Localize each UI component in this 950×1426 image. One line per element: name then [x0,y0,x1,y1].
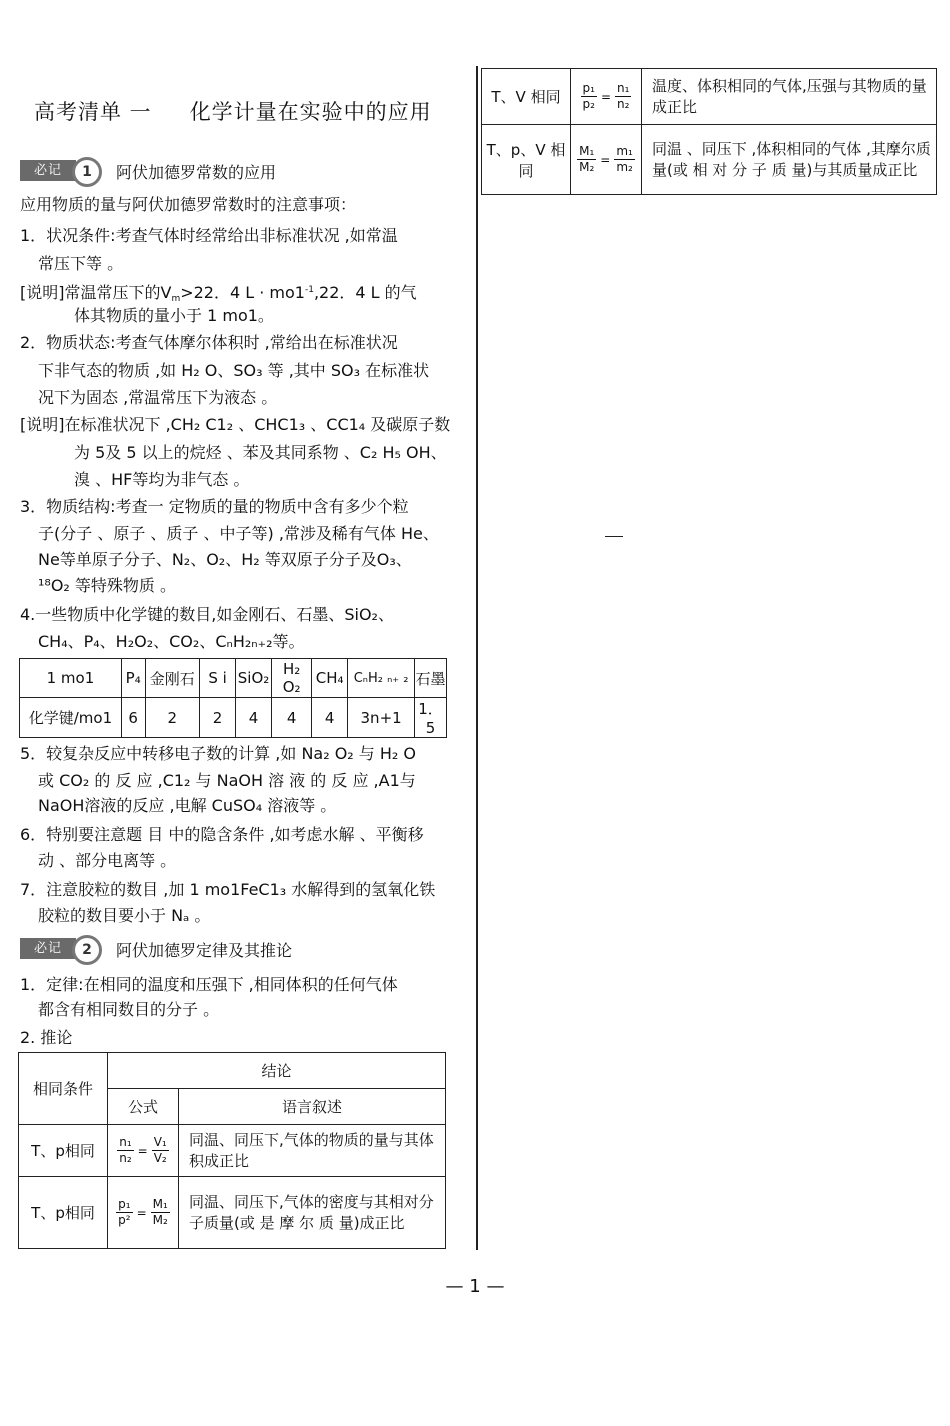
item-3-line-a: 3．物质结构:考查一 定物质的量的物质中含有多少个粒 [20,497,409,516]
note-2-line-c: 溴 、HF等均为非气态 。 [74,470,250,489]
note-2-line-a: [说明]在标准状况下 ,CH₂ C1₂ 、CHC1₃ 、CC1₄ 及碳原子数 [20,415,451,434]
item-1-line-a: 1．状况条件:考查气体时经常给出非标准状况 ,如常温 [20,226,398,245]
section-2-header [20,935,292,963]
item-4-line-a: 4.一些物质中化学键的数目,如金刚石、石墨、SiO₂、 [20,605,394,624]
inference-label: 2. 推论 [20,1028,73,1047]
formula-cell: $\frac{\text{n₁}}{\text{n₂}}$ = $\frac{\text{V₁}}{\text{V₂}}$ [108,1125,179,1177]
table-row: 公式 语言叙述 [19,1089,446,1125]
section-badge-icon: 必记 1 [20,157,96,185]
page-number: — 1 — [445,1276,505,1297]
formula-cell: $\frac{\text{p₁}}{\text{p₂}}$ = $\frac{\text{n₁}}{\text{n₂}}$ [571,69,642,125]
item-6-line-b: 动 、部分电离等 。 [38,851,177,870]
item-2-line-b: 下非气态的物质 ,如 H₂ O、SO₃ 等 ,其中 SO₃ 在标准状 [38,361,430,380]
title-topic: 化学计量在实验中的应用 [189,100,432,124]
formula-cell: $\frac{\text{p₁}}{\text{p²}}$ = $\frac{\text{M₁}}{\text{M₂}}$ [108,1177,179,1249]
table-row: 化学键/mo1 6 2 2 4 4 4 3n+1 1．5 [20,698,447,738]
item-2-line-a: 2．物质状态:考查气体摩尔体积时 ,常给出在标准状况 [20,333,398,352]
inference-table-continued [481,68,937,195]
item-7-line-a: 7．注意胶粒的数目 ,加 1 mo1FeC1₃ 水解得到的氢氧化铁 [20,880,436,899]
note-2-line-b: 为 5及 5 以上的烷烃 、苯及其同系物 、C₂ H₅ OH、 [74,443,447,462]
item-3-line-d: ¹⁸O₂ 等特殊物质 。 [38,576,177,595]
column-divider [476,66,478,1250]
note-1-line-b: 体其物质的量小于 1 mo1。 [74,306,274,325]
item-1-line-b: 常压下等 。 [38,254,124,273]
item-3-line-b: 子(分子 、原子 、质子 、中子等) ,常涉及稀有气体 He、 [38,524,439,543]
item-4-line-b: CH₄、P₄、H₂O₂、CO₂、CₙH₂ₙ₊₂等。 [38,632,305,651]
table-row: T、p、V 相同 $\frac{\text{M₁}}{\text{M₂}}$ = $\frac{\text{m₁}}{\text{m₂}}$ 同温 、同压下 ,体积相同的气体 ,其摩尔质量(或 相 对 分 子 质 量)与其质量成正比 [482,125,937,195]
section-2-heading: 阿伏加德罗定律及其推论 [116,940,293,960]
table-row: T、p相同 $\frac{\text{n₁}}{\text{n₂}}$ = $\frac{\text{V₁}}{\text{V₂}}$ 同温、同压下,气体的物质的量与其体积成正比 [19,1125,446,1177]
item-5-line-b: 或 CO₂ 的 反 应 ,C1₂ 与 NaOH 溶 液 的 反 应 ,A1与 [38,771,416,790]
table-row: 1 mo1 P₄ 金刚石 S i SiO₂ H₂ O₂ CH₄ CₙH₂ ₙ₊ ₂ 石墨 [20,659,447,698]
inference-table [18,1052,446,1249]
law-line-a: 1．定律:在相同的温度和压强下 ,相同体积的任何气体 [20,975,398,994]
item-7-line-b: 胶粒的数目要小于 Nₐ 。 [38,906,211,925]
section-1-header [20,157,276,185]
table-row: 相同条件 结论 [19,1053,446,1089]
page-title [34,96,432,126]
item-5-line-a: 5．较复杂反应中转移电子数的计算 ,如 Na₂ O₂ 与 H₂ O [20,744,417,763]
item-3-line-c: Ne等单原子分子、N₂、O₂、H₂ 等双原子分子及O₃、 [38,550,412,569]
section-1-heading: 阿伏加德罗常数的应用 [116,162,277,182]
section-badge-icon: 必记 2 [20,935,96,963]
note-1-line-a: [说明]常温常压下的$V_m>22$．4 $L \cdot mo1^{-1},22$．4 L 的气 [20,283,417,304]
formula-cell: $\frac{\text{M₁}}{\text{M₂}}$ = $\frac{\text{m₁}}{\text{m₂}}$ [571,125,642,195]
mid-dash [605,536,623,537]
intro-text: 应用物质的量与阿伏加德罗常数时的注意事项： [20,195,357,214]
item-5-line-c: NaOH溶液的反应 ,电解 CuSO₄ 溶液等 。 [38,796,337,815]
item-6-line-a: 6．特别要注意题 目 中的隐含条件 ,如考虑水解 、平衡移 [20,825,424,844]
law-line-b: 都含有相同数目的分子 。 [38,1000,220,1019]
item-2-line-c: 况下为固态 ,常温常压下为液态 。 [38,388,278,407]
title-series: 高考清单 一 [34,100,152,124]
table-row: T、p相同 $\frac{\text{p₁}}{\text{p²}}$ = $\frac{\text{M₁}}{\text{M₂}}$ 同温、同压下,气体的密度与其相对分子质量(或 是 摩 尔 质 量)成正比 [19,1177,446,1249]
bond-count-table [19,658,447,738]
table-row: T、V 相同 $\frac{\text{p₁}}{\text{p₂}}$ = $\frac{\text{n₁}}{\text{n₂}}$ 温度、体积相同的气体,压强与其物质的量成正比 [482,69,937,125]
